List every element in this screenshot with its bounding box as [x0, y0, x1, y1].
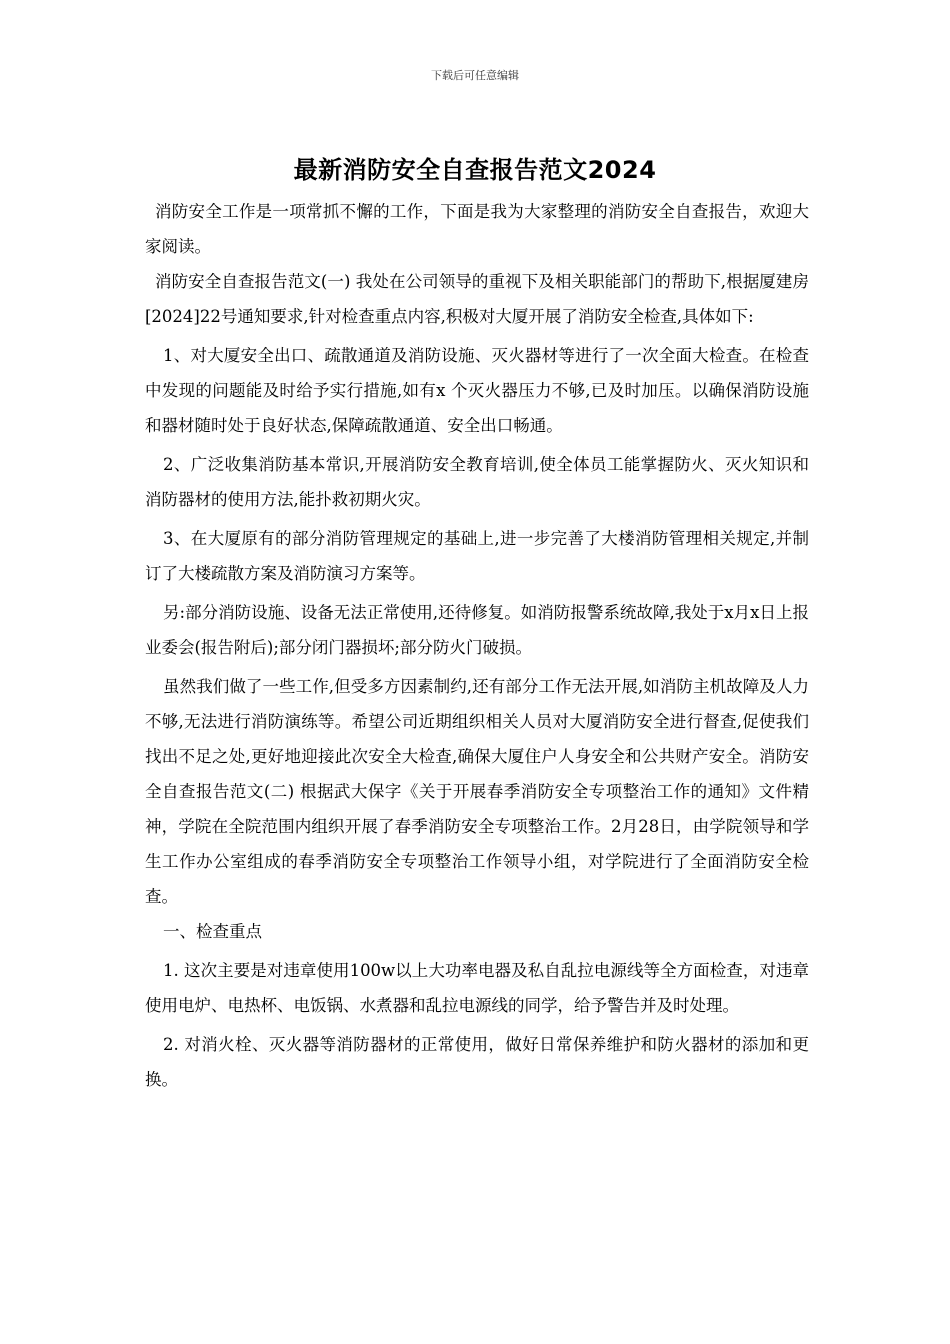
document-body [145, 194, 809, 1097]
paragraph-other: 另:部分消防设施、设备无法正常使用,还待修复。如消防报警系统故障,我处于x月x日上报业委会(报告附后);部分闭门器损坏;部分防火门破损。 [145, 603, 809, 657]
section-heading-check-focus: 一、检查重点 [163, 922, 262, 941]
paragraph-item-3: 3、在大厦原有的部分消防管理规定的基础上,进一步完善了大楼消防管理相关规定,并制订了大楼疏散方案及消防演习方案等。 [145, 529, 809, 583]
paragraph-check-item-2: 2. 对消火栓、灭火器等消防器材的正常使用，做好日常保养维护和防火器材的添加和更换。 [145, 1035, 809, 1089]
paragraph-report-one: 消防安全自查报告范文(一) 我处在公司领导的重视下及相关职能部门的帮助下,根据厦建房[2024]22号通知要求,针对检查重点内容,积极对大厦开展了消防安全检查,具体如下: [145, 272, 809, 326]
paragraph-item-2: 2、广泛收集消防基本常识,开展消防安全教育培训,使全体员工能掌握防火、灭火知识和消防器材的使用方法,能扑救初期火灾。 [145, 455, 809, 509]
document-title: 最新消防安全自查报告范文2024 [293, 156, 657, 184]
paragraph-summary: 虽然我们做了一些工作,但受多方因素制约,还有部分工作无法开展,如消防主机故障及人力不够,无法进行消防演练等。希望公司近期组织相关人员对大厦消防安全进行督查,促使我们找出不足之处,更好地迎接此次安全大检查,确保大厦住户人身安全和公共财产安全。消防安全自查报告范文(二) 根据武大保字《关于开展春季消防安全专项整治工作的通知》文件精神，学院在全院范围内组织开展了春季消防安全专项整治工作。2月28日，由学院领导和学生工作办公室组成的春季消防安全专项整治工作领导小组，对学院进行了全面消防安全检查。 [145, 677, 809, 906]
header-note: 下载后可任意编辑 [431, 69, 519, 82]
paragraph-intro: 消防安全工作是一项常抓不懈的工作，下面是我为大家整理的消防安全自查报告，欢迎大家阅读。 [145, 202, 809, 256]
paragraph-check-item-1: 1. 这次主要是对违章使用100w以上大功率电器及私自乱拉电源线等全方面检查，对违章使用电炉、电热杯、电饭锅、水煮器和乱拉电源线的同学，给予警告并及时处理。 [145, 961, 809, 1015]
paragraph-item-1: 1、对大厦安全出口、疏散通道及消防设施、灭火器材等进行了一次全面大检查。在检查中发现的问题能及时给予实行措施,如有x 个灭火器压力不够,已及时加压。以确保消防设施和器材随时处于良好状态,保障疏散通道、安全出口畅通。 [145, 346, 809, 435]
